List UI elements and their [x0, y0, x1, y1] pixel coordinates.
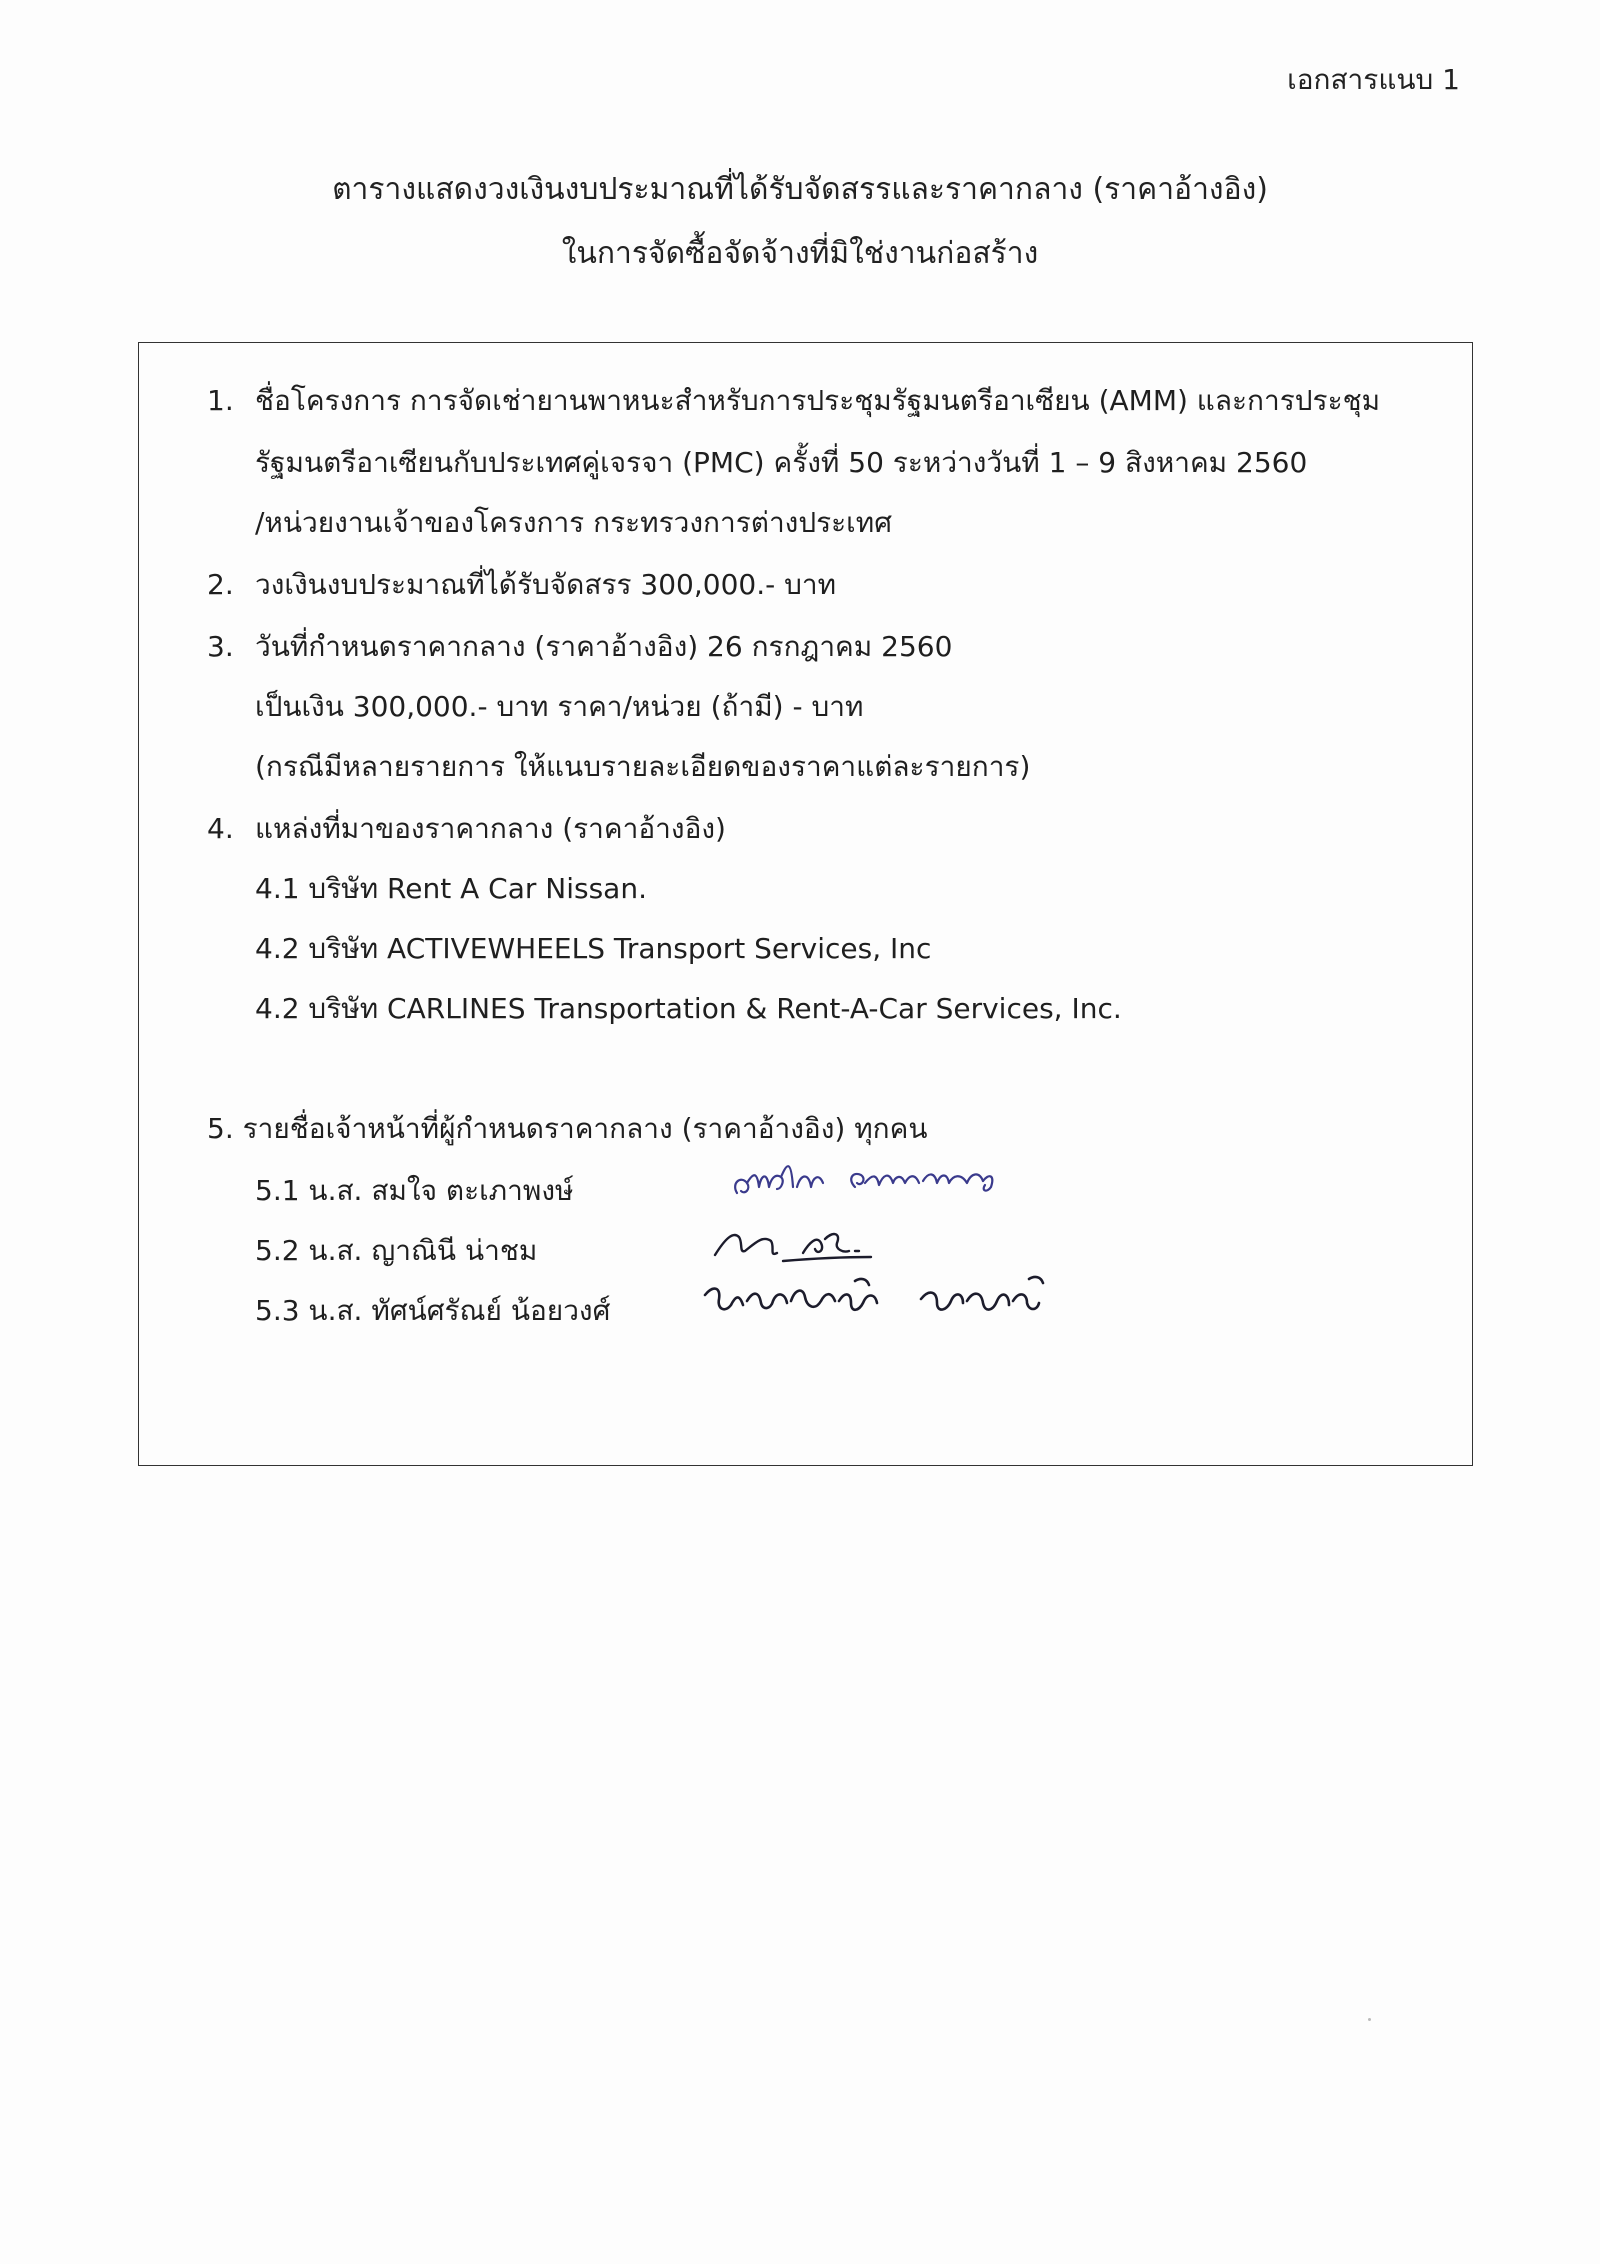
official-5-1: 5.1 น.ส. สมใจ ตะเภาพงษ์ — [255, 1174, 574, 1207]
item-1-line-1 — [207, 379, 1380, 423]
item-number: 4. — [207, 812, 234, 845]
source-4-2b: 4.2 บริษัท CARLINES Transportation & Rent-A-Car Services, Inc. — [255, 992, 1122, 1025]
item-5-line-1: 5. รายชื่อเจ้าหน้าที่ผู้กำหนดราคากลาง (ราคาอ้างอิง) ทุกคน — [207, 1112, 928, 1145]
item-2-line-1 — [207, 563, 836, 607]
item-text: วันที่กำหนดราคากลาง (ราคาอ้างอิง) 26 กรกฎาคม 2560 — [255, 630, 953, 663]
item-3-line-2: เป็นเงิน 300,000.- บาท ราคา/หน่วย (ถ้ามี) - บาท — [255, 690, 864, 723]
item-1-line-3: /หน่วยงานเจ้าของโครงการ กระทรวงการต่างประเทศ — [255, 506, 892, 539]
official-5-2: 5.2 น.ส. ญาณินี น่าชม — [255, 1234, 538, 1267]
title-line-2: ในการจัดซื้อจัดจ้างที่มิใช่งานก่อสร้าง — [561, 236, 1039, 271]
source-4-1: 4.1 บริษัท Rent A Car Nissan. — [255, 872, 647, 905]
item-number: 2. — [207, 568, 234, 601]
item-number: 3. — [207, 630, 234, 663]
attachment-label: เอกสารแนบ 1 — [1287, 63, 1460, 96]
item-text: แหล่งที่มาของราคากลาง (ราคาอ้างอิง) — [255, 812, 726, 845]
official-5-3: 5.3 น.ส. ทัศน์ศรัณย์ น้อยวงศ์ — [255, 1294, 611, 1327]
item-4-line-1 — [207, 807, 726, 851]
item-3-line-3: (กรณีมีหลายรายการ ให้แนบรายละเอียดของราคาแต่ละรายการ) — [255, 750, 1031, 783]
item-text: ชื่อโครงการ การจัดเช่ายานพาหนะสำหรับการประชุมรัฐมนตรีอาเซียน (AMM) และการประชุม — [255, 384, 1381, 417]
document-title — [0, 158, 1600, 286]
signature-image-2 — [707, 1213, 887, 1269]
item-text: วงเงินงบประมาณที่ได้รับจัดสรร 300,000.- บาท — [255, 568, 837, 601]
title-line-1: ตารางแสดงวงเงินงบประมาณที่ได้รับจัดสรรและราคากลาง (ราคาอ้างอิง) — [332, 172, 1268, 207]
item-number: 1. — [207, 384, 234, 417]
item-3-line-1 — [207, 625, 952, 669]
content-box — [138, 342, 1473, 1466]
signature-image-3 — [699, 1271, 1189, 1331]
item-1-line-2: รัฐมนตรีอาเซียนกับประเทศคู่เจรจา (PMC) ครั้งที่ 50 ระหว่างวันที่ 1 – 9 สิงหาคม 2560 — [255, 446, 1308, 479]
source-4-2: 4.2 บริษัท ACTIVEWHEELS Transport Services, Inc — [255, 932, 932, 965]
scan-speck — [1368, 2018, 1371, 2021]
signature-image-1 — [727, 1153, 1037, 1209]
